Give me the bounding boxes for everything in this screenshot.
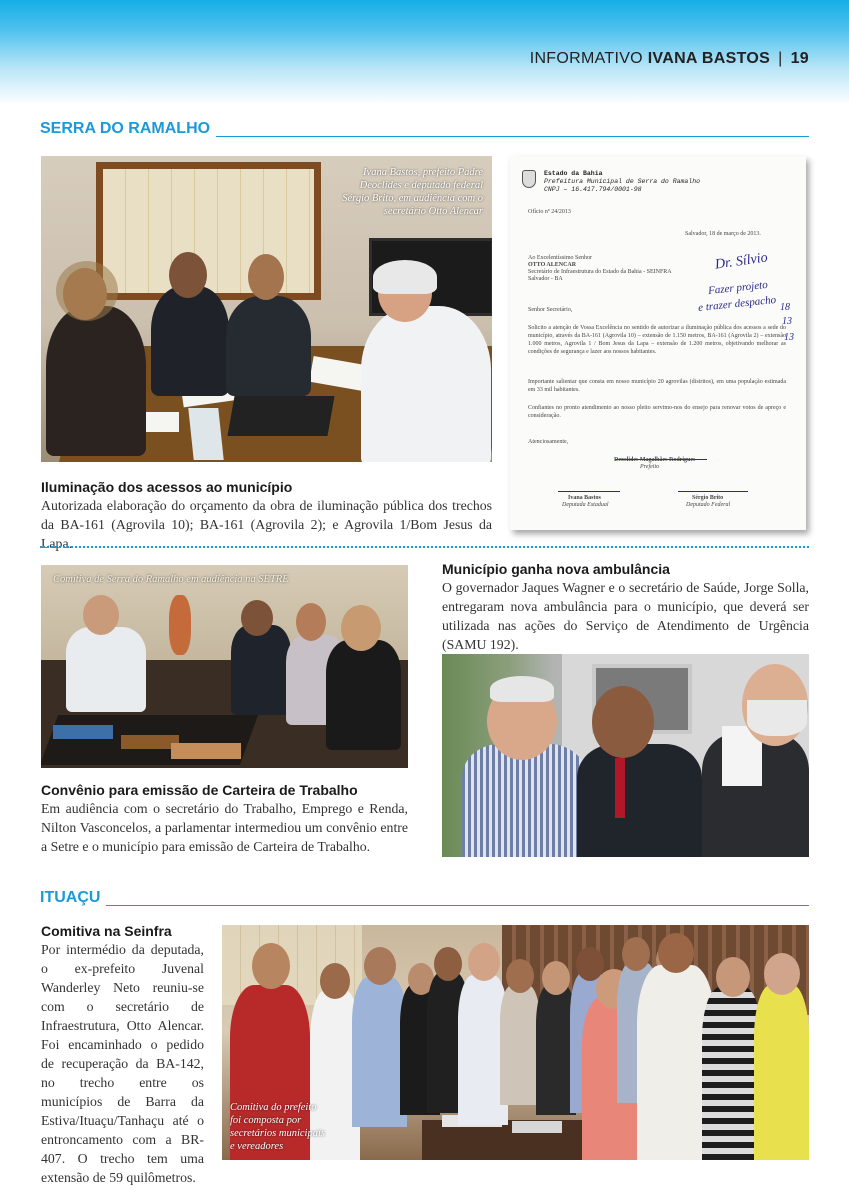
doc-handwriting-1: Dr. Sílvio bbox=[714, 250, 769, 273]
doc-office-number: Ofício nº 24/2013 bbox=[528, 209, 571, 215]
story-headline-ambulance: Município ganha nova ambulância bbox=[442, 561, 670, 577]
setre-photo-caption: Comitiva de Serra do Ramalho em audiência na SETRE bbox=[53, 574, 289, 585]
doc-date: Salvador, 18 de março de 2013. bbox=[685, 231, 761, 237]
running-header bbox=[530, 50, 809, 68]
dotted-divider bbox=[40, 546, 809, 548]
doc-handwriting-6: 13 bbox=[784, 332, 794, 343]
doc-recipient-line1: Ao Excelentíssimo Senhor bbox=[528, 255, 592, 261]
section-title-ituacu: ITUAÇU bbox=[40, 889, 106, 907]
doc-handwriting-4: 18 bbox=[780, 302, 790, 313]
doc-signature-ivana bbox=[558, 478, 620, 492]
section-title-serra-do-ramalho: SERRA DO RAMALHO bbox=[40, 120, 216, 138]
doc-handwriting-3: e trazer despacho bbox=[697, 293, 777, 315]
doc-handwriting-2: Fazer projeto bbox=[707, 278, 769, 298]
header-prefix: INFORMATIVO bbox=[529, 50, 643, 67]
doc-signatory-mayor-name: Deoclides Magalhães Rodrigues bbox=[614, 457, 696, 463]
doc-paragraph-2: Importante salientar que consta em nosso município 20 agrovilas (distritos), em uma população estimada em 33 mil habitantes. bbox=[528, 379, 786, 393]
doc-signatory-mayor-role: Prefeito bbox=[640, 464, 660, 470]
header-name: IVANA BASTOS bbox=[647, 50, 771, 67]
doc-signatory-ivana-name: Ivana Bastos bbox=[568, 495, 601, 501]
doc-salutation: Senhor Secretário, bbox=[528, 307, 573, 313]
doc-signatory-sergio-role: Deputado Federal bbox=[686, 502, 731, 508]
header-separator: | bbox=[778, 50, 783, 67]
story-headline-lighting: Iluminação dos acessos ao município bbox=[41, 479, 293, 495]
doc-recipient-line3: Secretário de Infraestrutura do Estado da Bahia - SEINFRA bbox=[528, 269, 672, 275]
doc-letterhead-cnpj: CNPJ – 16.417.794/0001-98 bbox=[544, 186, 642, 193]
setre-meeting-photo bbox=[41, 565, 408, 768]
group-photo bbox=[222, 925, 809, 1160]
doc-letterhead-state: Estado da Bahia bbox=[544, 170, 603, 177]
coat-of-arms-icon bbox=[522, 170, 536, 188]
ambulance-photo bbox=[442, 654, 809, 857]
meeting-photo-caption: Ivana Bastos, prefeito Padre Deoclides e deputado federal Sérgio Brito, em audiência com o secretário Otto Alencar bbox=[342, 167, 483, 218]
story-body-seinfra: Por intermédio da deputada, o ex-prefeito Juvenal Wanderley Neto reuniu-se com o secretário de Infraestrutura, Otto Alencar. Foi encaminhado o pedido de recuperação da BA-142, no trecho entre os municípios de Barra da Estiva/Ituaçu/Tanhaçu até o entroncamento com a BR-407. O trecho tem uma extensão de 59 quilômetros. bbox=[41, 942, 204, 1185]
doc-paragraph-3: Confiantes no pronto atendimento ao nosso pleito servimo-nos do ensejo para renovar votos de apreço e consideração. bbox=[528, 405, 786, 419]
doc-signatory-ivana-role: Deputada Estadual bbox=[562, 502, 609, 508]
document-scan bbox=[510, 156, 806, 530]
doc-paragraph-1: Solicito a atenção de Vossa Excelência no sentido de autorizar a iluminação pública dos acessos a sede do município, através da BA-161 (Agrovila 10) – extensão de 1.150 metros, BA-161 (Agrovila 2) – extensão 1.000 metros, Agrovila 1 / Bom Jesus da Lapa – extensão de 1.200 metros, objetivando melhorar as condições de segurança e lazer aos nossos habitantes. bbox=[528, 325, 786, 355]
doc-closing: Atenciosamente, bbox=[528, 439, 569, 445]
story-headline-seinfra: Comitiva na Seinfra bbox=[41, 923, 172, 939]
section-rule bbox=[40, 905, 809, 906]
doc-handwriting-5: 13 bbox=[782, 316, 792, 327]
story-body-ambulance: O governador Jaques Wagner e o secretário de Saúde, Jorge Solla, entregaram nova ambulância para o município, que deverá ser utilizada nas ações do Serviço de Atendimento de Urgência (SAMU 192). bbox=[442, 580, 809, 652]
meeting-photo bbox=[41, 156, 492, 462]
story-body-lighting: Autorizada elaboração do orçamento da obra de iluminação pública dos trechos da BA-161 (Agrovila 10); BA-161 (Agrovila 2); e Agrovila 1/Bom Jesus da Lapa. bbox=[41, 498, 492, 551]
doc-signatory-sergio-name: Sérgio Brito bbox=[692, 495, 724, 501]
story-body-work-card: Em audiência com o secretário do Trabalho, Emprego e Renda, Nilton Vasconcelos, a parlamentar intermediou um convênio entre a Setre e o município para emissão de Carteira de Trabalho. bbox=[41, 801, 408, 854]
doc-signature-sergio bbox=[678, 478, 748, 492]
doc-recipient-name: OTTO ALENCAR bbox=[528, 262, 577, 268]
story-headline-work-card: Convênio para emissão de Carteira de Trabalho bbox=[41, 782, 358, 798]
page-number: 19 bbox=[790, 50, 809, 67]
doc-recipient-line4: Salvador - BA bbox=[528, 276, 563, 282]
group-photo-caption: Comitiva do prefeito foi composta por secretários municipais e vereadores bbox=[230, 1102, 325, 1153]
doc-letterhead-city: Prefeitura Municipal de Serra do Ramalho bbox=[544, 178, 701, 185]
